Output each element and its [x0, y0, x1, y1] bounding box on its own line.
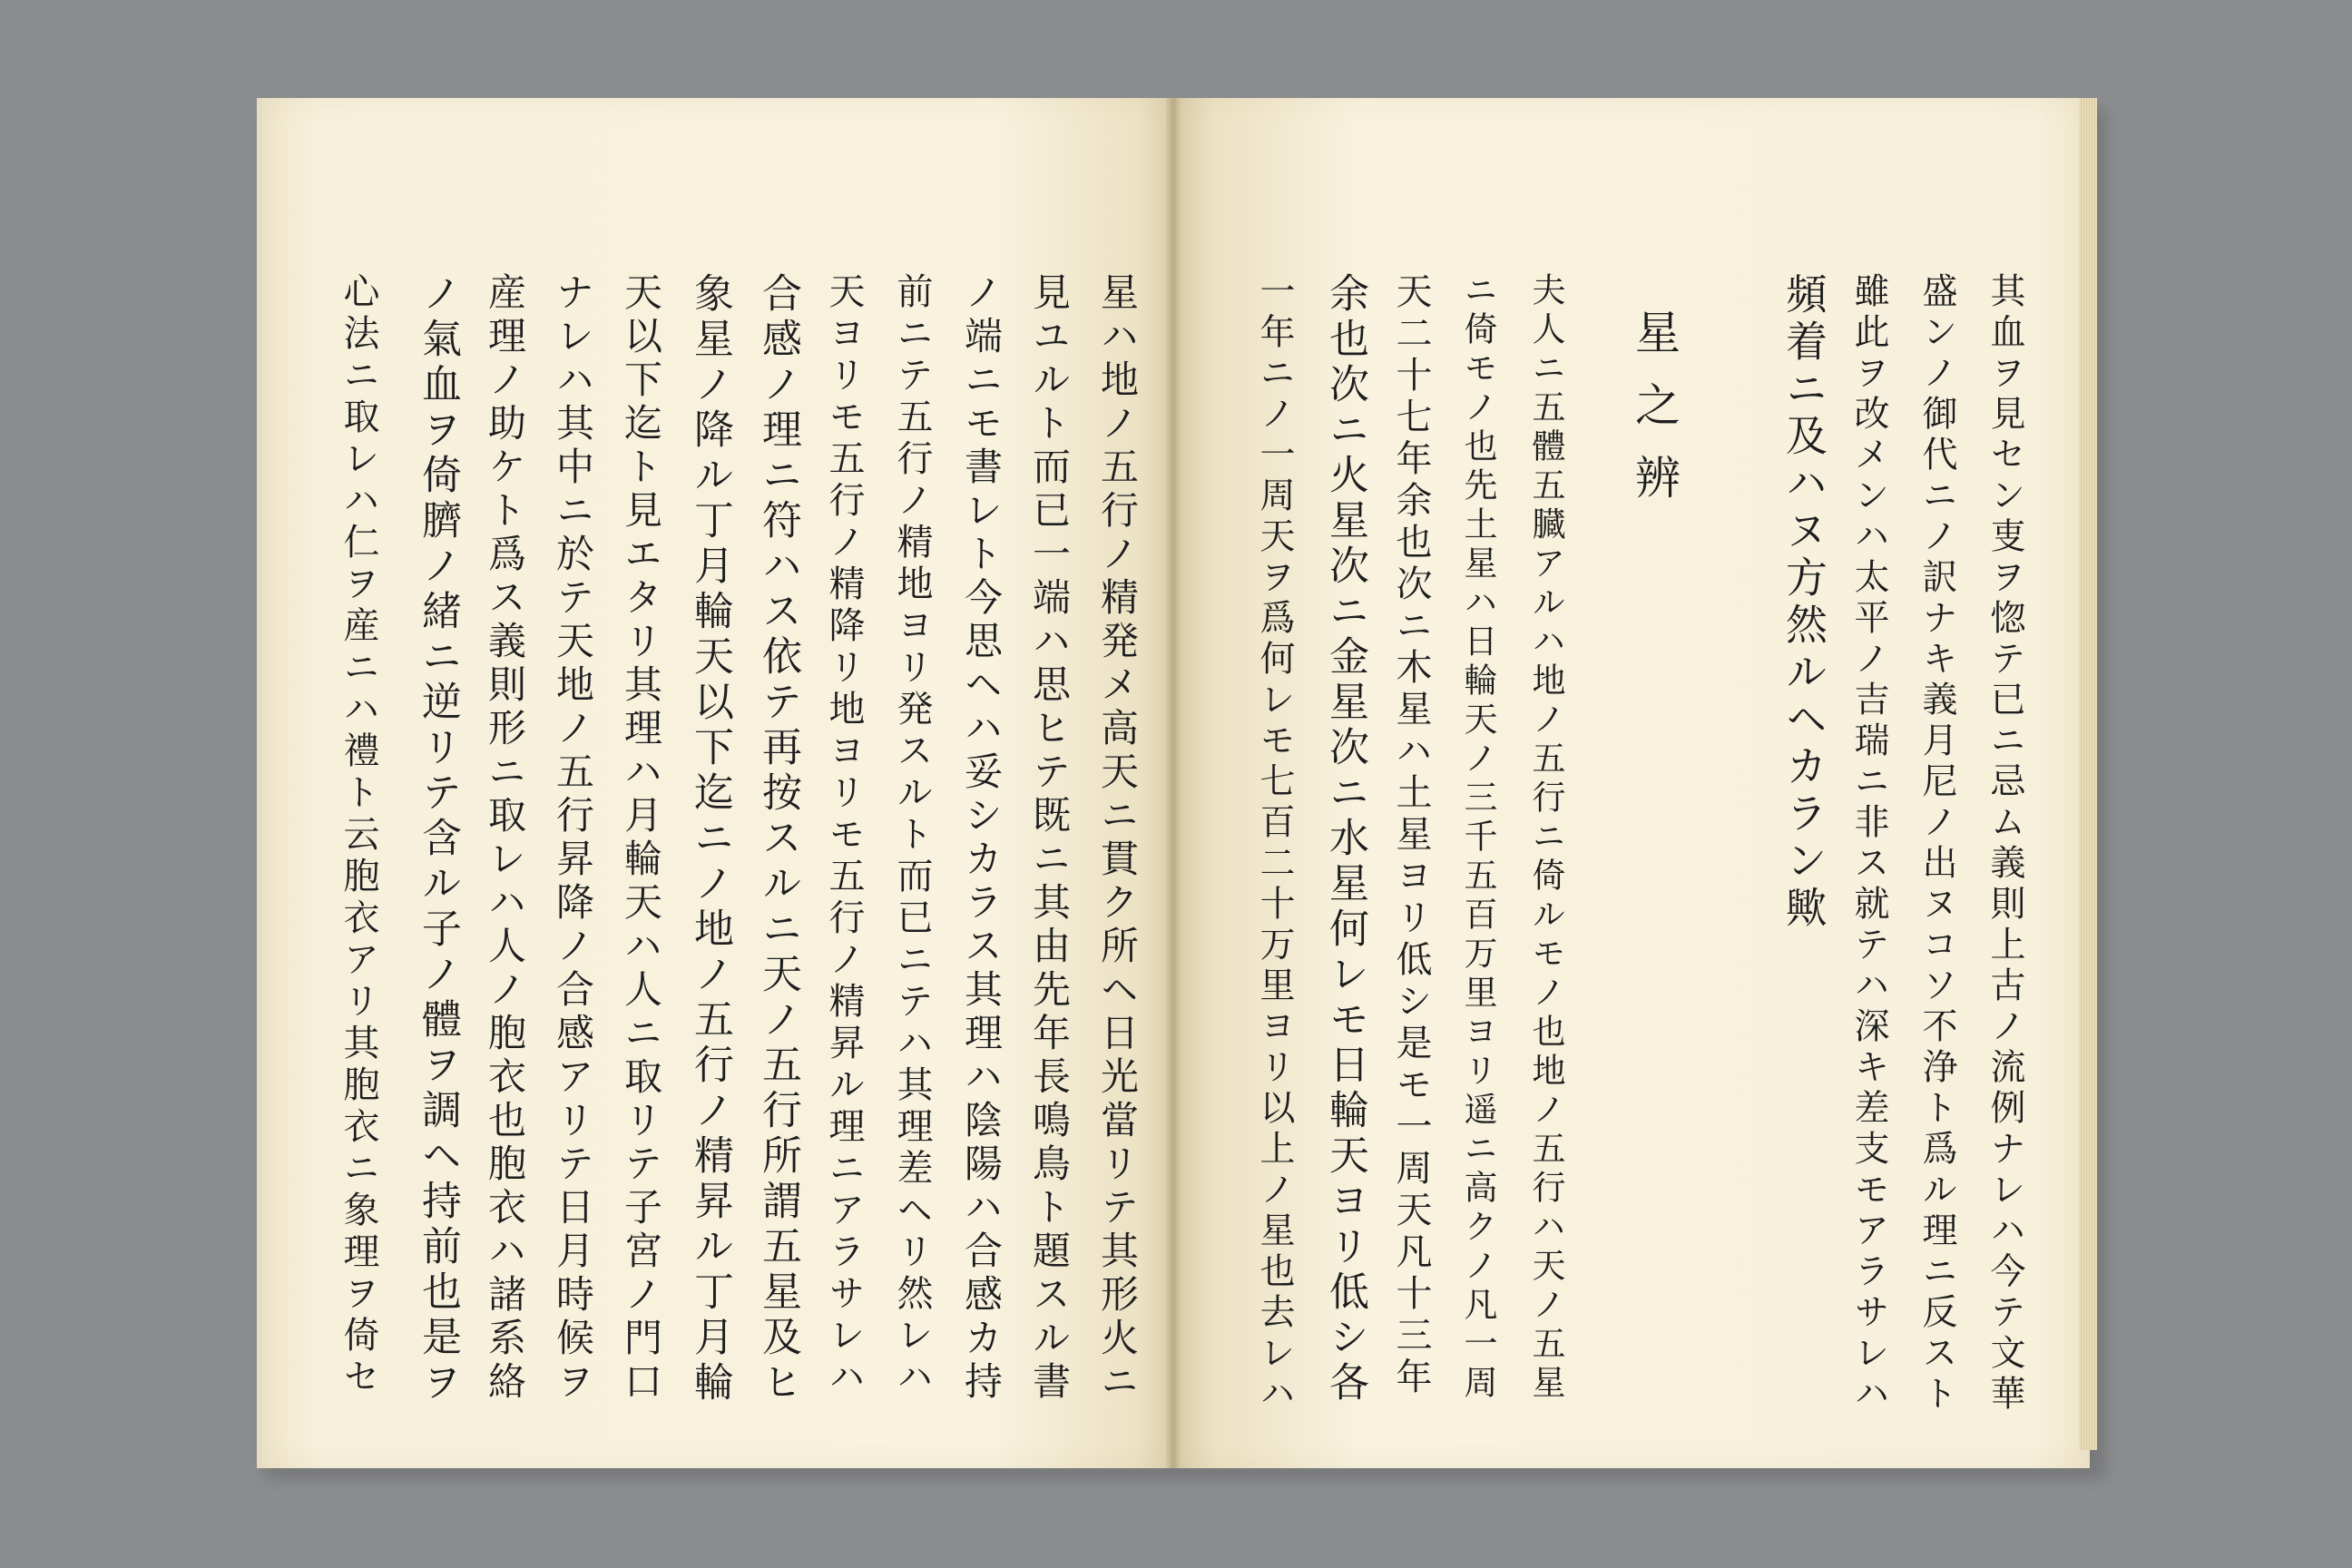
left-page-column: 見ユルト而已一端ハ思ヒテ既ニ其由先年長鳴鳥ト題スル書: [1027, 272, 1072, 1405]
right-page-column: 盛ンノ御代ニノ訳ナキ義月尼ノ出ヌコソ不浄ト爲ル理ニ反スト: [1916, 272, 1957, 1416]
left-page-column: 天以下迄ト見エタリ其理ハ月輪天ハ人ニ取リテ子宮ノ門口: [619, 272, 663, 1405]
left-page-column: 天ヨリモ五行ノ精降リ地ヨリモ五行ノ精昇ル理ニアラサレハ: [823, 272, 865, 1399]
left-page-column: ノ氣血ヲ倚臍ノ緒ニ逆リテ含ル子ノ體ヲ調ヘ持前也是ヲ: [415, 272, 461, 1406]
left-page-column: 産理ノ助ケト爲ス義則形ニ取レハ人ノ胞衣也胞衣ハ諸系絡: [483, 272, 527, 1405]
left-page-column: 心法ニ取レハ仁ヲ産ニハ禮ト云胞衣アリ其胞衣ニ象理ヲ倚セ: [338, 272, 379, 1399]
right-page-column: ニ倚モノ也先土星ハ日輪天ノ三千五百万里ヨリ遥ニ高クノ凡一周: [1458, 272, 1497, 1404]
book-gutter: [1166, 98, 1181, 1468]
left-page-column: ナレハ其中ニ於テ天地ノ五行昇降ノ合感アリテ日月時候ヲ: [551, 272, 595, 1405]
left-page-column: 象星ノ降ル丁月輪天以下迄ニノ地ノ五行ノ精昇ル丁月輪: [687, 272, 733, 1406]
section-heading: 星之辨: [1628, 309, 1681, 526]
right-page-column: 雖此ヲ改メンハ太平ノ吉瑞ニ非ス就テハ深キ差支モアラサレハ: [1848, 272, 1889, 1416]
right-page-column: 頻着ニ及ハヌ方然ルヘカラン歟: [1779, 272, 1828, 933]
right-page-column: 一年ニノ一周天ヲ爲何レモ七百二十万里ヨリ以上ノ星也去レハ: [1254, 272, 1295, 1416]
page-edges: [2079, 98, 2097, 1450]
left-page-column: 合感ノ理ニ符ハス依テ再按スルニ天ノ五行所謂五星及ヒ: [755, 272, 801, 1406]
right-page-column: 天二十七年余也次ニ木星ハ土星ヨリ低シ是モ一周天凡十三年: [1390, 272, 1432, 1399]
right-page-column: 余也次ニ火星次ニ金星次ニ水星何レモ日輪天ヨリ低シ各: [1322, 272, 1368, 1406]
right-page-column: 夫人ニ五體五臓アルハ地ノ五行ニ倚ルモノ也地ノ五行ハ天ノ五星: [1526, 272, 1565, 1404]
left-page-column: ノ端ニモ書レト今思ヘハ妥シカラス其理ハ陰陽ハ合感カ持: [959, 272, 1004, 1405]
left-page-column: 前ニテ五行ノ精地ヨリ発スルト而已ニテハ其理差ヘリ然レハ: [891, 272, 933, 1399]
left-page-column: 星ハ地ノ五行ノ精発メ高天ニ貫ク所ヘ日光當リテ其形火ニ: [1095, 272, 1140, 1405]
right-page-column: 其血ヲ見セン叓ヲ惚テ已ニ忌ム義則上古ノ流例ナレハ今テ文華: [1984, 272, 2025, 1416]
